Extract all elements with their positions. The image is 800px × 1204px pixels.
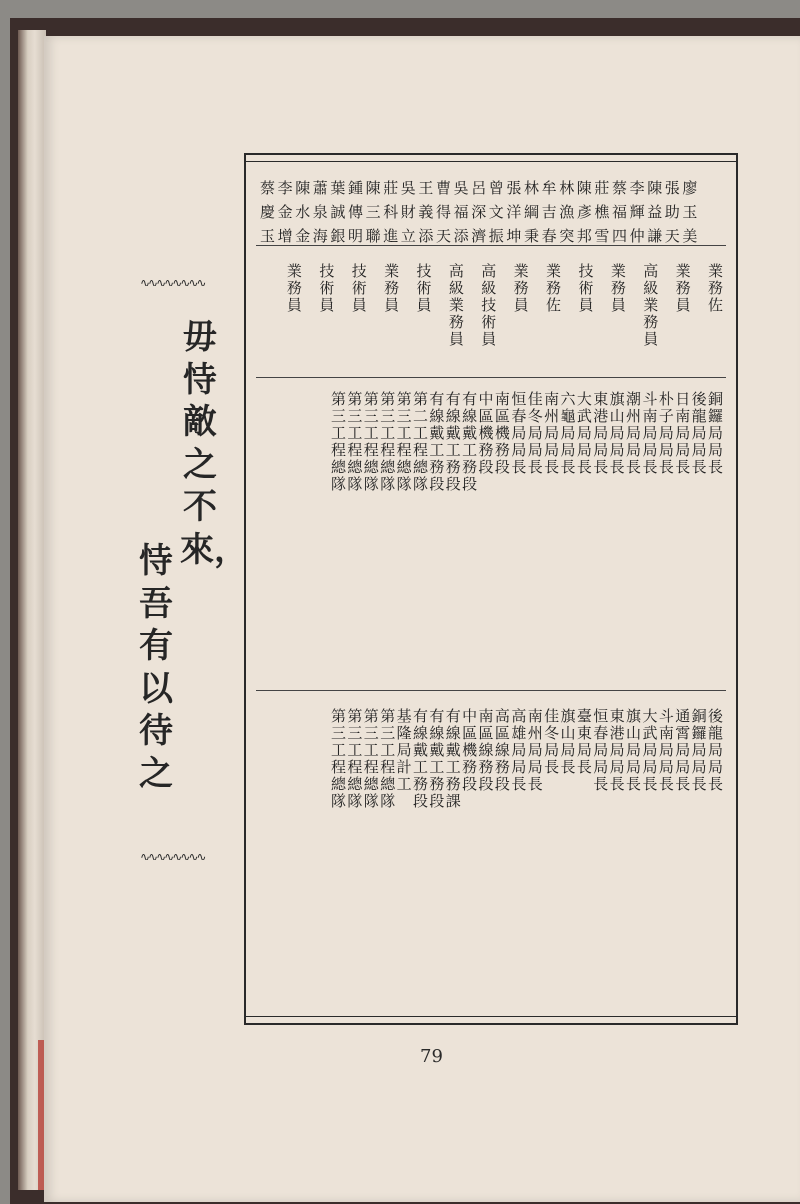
- post-cell: 日南局局長: [673, 391, 692, 476]
- post-cell: 高區線務段: [492, 708, 511, 793]
- wavy-rule-bottom: ∿∿∿∿∿∿∿∿: [140, 850, 205, 860]
- slogan-block: [96, 270, 248, 870]
- title-cell: 業務佐: [544, 263, 563, 314]
- post-cell: 有線戴工務段: [427, 708, 446, 810]
- post-cell: 第三工程總隊: [329, 708, 348, 810]
- post-cell: 第二工程總隊: [410, 391, 429, 493]
- page-number: 79: [420, 1046, 443, 1067]
- divider-1: [256, 245, 726, 246]
- personnel-table: [244, 153, 738, 1025]
- post-cell: 第三工程總隊: [394, 391, 413, 493]
- post-cell: 後龍局局長: [689, 391, 708, 476]
- post-cell: 第三工程總隊: [345, 708, 364, 810]
- title-cell: 技術員: [317, 263, 336, 314]
- post-cell: 潮州局局長: [624, 391, 643, 476]
- post-cell: 南州局局長: [525, 708, 544, 793]
- post-cell: 恒春局局長: [509, 391, 528, 476]
- divider-3: [256, 690, 726, 691]
- post-cell: 通霄局局長: [673, 708, 692, 793]
- title-cell: 業務員: [511, 263, 530, 314]
- title-cell: 高級業務員: [641, 263, 660, 348]
- post-cell: 臺東局長: [574, 708, 593, 776]
- title-cell: 技術員: [576, 263, 595, 314]
- names-row-1: 蔡李陳蕭葉鍾陳莊吳王曹吳呂曾張林牟林陳莊蔡李陳張廖: [260, 179, 701, 197]
- title-cell: 業務員: [284, 263, 303, 314]
- wavy-rule-top: ∿∿∿∿∿∿∿∿: [140, 276, 205, 286]
- title-cell: 業務員: [382, 263, 401, 314]
- post-cell: 有線戴工務段: [443, 391, 462, 493]
- title-cell: 技術員: [349, 263, 368, 314]
- page-stack-edge: [18, 30, 46, 1190]
- title-cell: 業務佐: [706, 263, 724, 314]
- frame-rule-top: [246, 161, 736, 162]
- title-cell: 業務員: [673, 263, 692, 314]
- post-cell: 有線戴工務段: [427, 391, 446, 493]
- slogan-column-right: 毋恃敵之不來，: [180, 317, 248, 570]
- divider-2: [256, 377, 726, 378]
- frame-rule-bottom: [246, 1016, 736, 1017]
- post-cell: 佳冬局長: [542, 708, 561, 776]
- post-cell: 朴子局局長: [656, 391, 675, 476]
- post-cell: 銅鑼局局長: [706, 391, 724, 476]
- titles-row: [260, 263, 722, 348]
- title-cell: 業務員: [608, 263, 627, 314]
- post-cell: 大武局局長: [574, 391, 593, 476]
- post-cell: 旗山局局長: [624, 708, 643, 793]
- post-cell: 旗山局長: [558, 708, 577, 776]
- post-cell: 第三工程總隊: [345, 391, 364, 493]
- post-cell: 佳冬局局長: [525, 391, 544, 476]
- post-cell: 後龍局局長: [706, 708, 724, 793]
- title-cell: 高級技術員: [479, 263, 498, 348]
- posts-b-row: [260, 708, 722, 810]
- post-cell: 銅鑼局局長: [689, 708, 708, 793]
- post-cell: 第三工程總隊: [378, 708, 397, 810]
- post-cell: 恒春局局長: [591, 708, 610, 793]
- post-cell: 有線戴工務段: [460, 391, 479, 493]
- title-cell: 技術員: [414, 263, 433, 314]
- names-section: [260, 177, 722, 245]
- post-cell: 基隆局計工: [394, 708, 413, 793]
- post-cell: 斗南局局長: [656, 708, 675, 793]
- post-cell: 有線戴工務段: [410, 708, 429, 810]
- post-cell: 南區線務段: [476, 708, 495, 793]
- posts-section-a: [260, 391, 722, 671]
- post-cell: 南區機務段: [492, 391, 511, 476]
- post-cell: 斗南局局長: [640, 391, 659, 476]
- post-cell: 高雄局局長: [509, 708, 528, 793]
- names-row-2: 慶金水泉誠傳三科財義得福深文洋綱吉漁彥樵福輝益助玉: [260, 203, 701, 221]
- names-row-3: 玉增金海銀明聯進立添天添濟振坤秉春突邦雪四仲謙天美: [260, 227, 701, 245]
- post-cell: 東港局局長: [607, 708, 626, 793]
- post-cell: 南州局局長: [542, 391, 561, 476]
- posts-a-row: [260, 391, 722, 493]
- titles-section: [260, 263, 722, 363]
- post-cell: 第三工程總隊: [361, 708, 380, 810]
- post-cell: 中區機務段: [460, 708, 479, 793]
- post-cell: 大武局局長: [640, 708, 659, 793]
- post-cell: 有線戴工務課: [443, 708, 462, 810]
- post-cell: 六龜局局長: [558, 391, 577, 476]
- slogan-column-left: 恃吾有以待之: [139, 541, 173, 794]
- post-cell: 第三工程總隊: [329, 391, 348, 493]
- post-cell: 第三工程總隊: [378, 391, 397, 493]
- post-cell: 第三工程總隊: [361, 391, 380, 493]
- post-cell: 中區機務段: [476, 391, 495, 476]
- post-cell: 旗山局局長: [607, 391, 626, 476]
- posts-section-b: [260, 708, 722, 958]
- post-cell: 東港局局長: [591, 391, 610, 476]
- title-cell: 高級業務員: [446, 263, 465, 348]
